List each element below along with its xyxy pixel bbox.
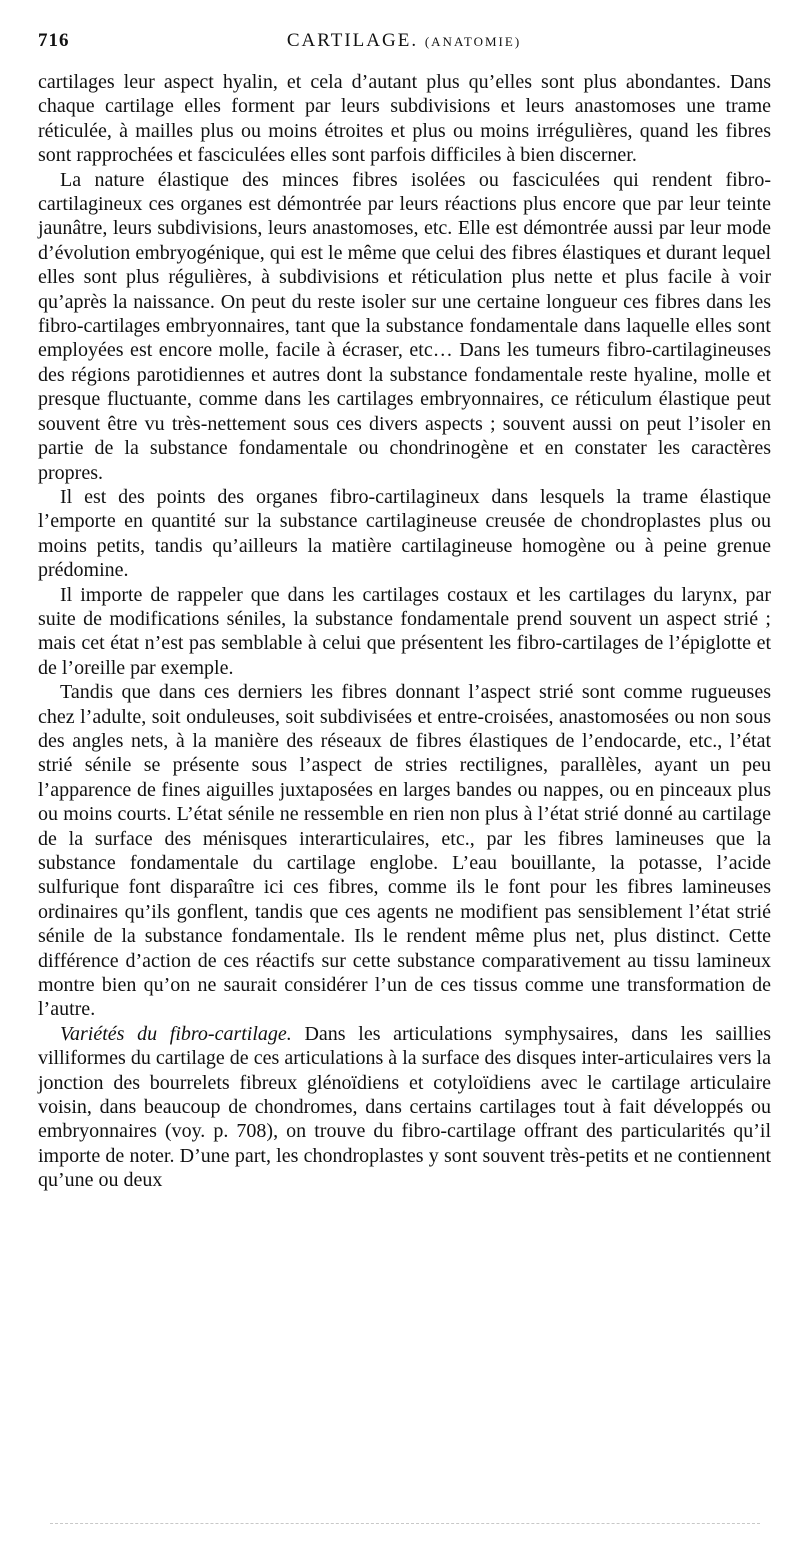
paragraph-text: La nature élastique des minces fibres isolées ou fasciculées qui rendent fibro-cartilagineux ces organes est démontrée par leurs réactions plus encore que par leur teinte jaunâtre, leurs subdivisions, leurs anastomoses, etc. Elle est démontrée aussi par leur mode d’évolution embryogénique, qui est le même que celui des fibres élastiques et durant lequel elles sont plus régulières, à subdivisions et réticulation plus nette et plus facile à voir qu’après la naissance. On peut du reste isoler sur une certaine longueur ces fibres dans les fibro-cartilages embryonnaires, tant que la substance fondamentale dans laquelle elles sont employées est encore molle, facile à écraser, etc… Dans les tumeurs fibro-cartilagineuses des régions parotidiennes et autres dont la substance fondamentale reste hyaline, molle et presque fluctuante, comme dans les cartilages embryonnaires, ce réticulum élastique peut souvent être vu très-nettement sous ces divers aspects ; souvent aussi on peut l’isoler en partie de la substance fondamentale ou chondrinogène et en constater les caractères propres. xyxy=(38,168,771,484)
running-title-subtitle: (ANATOMIE) xyxy=(424,34,522,49)
paragraph-text: Il est des points des organes fibro-cartilagineux dans lesquels la trame élastique l’emporte en quantité sur la substance cartilagineuse creusée de chondroplastes plus ou moins petits, tandis qu’ailleurs la matière cartilagineuse homogène ou à peine grenue prédomine. xyxy=(38,485,771,582)
running-title-main: CARTILAGE. xyxy=(286,30,419,51)
running-title xyxy=(38,30,770,52)
paragraph xyxy=(38,1022,771,1193)
paragraph xyxy=(38,583,771,681)
paragraph xyxy=(38,70,771,168)
running-header xyxy=(38,30,770,56)
paragraph-text: cartilages leur aspect hyalin, et cela d’autant plus qu’elles sont plus abondantes. Dans chaque cartilage elles forment par leurs subdivisions et leurs anastomoses une trame réticulée, à mailles plus ou moins étroites et plus ou moins irrégulières, quand les fibres sont rapprochées et fasciculées elles sont parfois difficiles à bien discerner. xyxy=(38,71,771,167)
section-heading: Variétés du fibro-cartilage. xyxy=(60,1022,292,1045)
body-text xyxy=(38,70,771,1193)
page-number: 716 xyxy=(38,30,70,51)
paragraph xyxy=(38,485,771,583)
footer-rule xyxy=(50,1523,760,1524)
paragraph-text: Il importe de rappeler que dans les cartilages costaux et les cartilages du larynx, par suite de modifications séniles, la substance fondamentale prend souvent un aspect strié ; mais cet état n’est pas semblable à celui que présentent les fibro-cartilages de l’épiglotte et de l’oreille par exemple. xyxy=(38,583,771,679)
paragraph-text: Dans les articulations symphysaires, dans les saillies villiformes du cartilage de ces articulations à la surface des disques inter-articulaires vers la jonction des bourrelets fibreux glénoïdiens et cotyloïdiens avec le cartilage articulaire voisin, dans beaucoup de chondromes, dans certains cartilages tout à fait développés ou embryonnaires (voy. p. 708), on trouve du fibro-cartilage offrant des particularités qu’il importe de noter. D’une part, les chondroplastes y sont souvent très-petits et ne contiennent qu’une ou deux xyxy=(38,1022,771,1192)
paragraph xyxy=(38,680,771,1022)
paragraph-text: Tandis que dans ces derniers les fibres donnant l’aspect strié sont comme rugueuses chez l’adulte, soit onduleuses, soit subdivisées et entre-croisées, anastomosées ou non sous des angles nets, à la manière des réseaux de fibres élastiques de l’endocarde, etc., l’état strié sénile se présente sous l’aspect de stries rectilignes, parallèles, ayant un peu l’apparence de fines aiguilles juxtaposées en larges bandes ou nappes, ou en pinceaux plus ou moins courts. L’état sénile ne ressemble en rien non plus à l’état strié donné au cartilage de la surface des ménisques interarticulaires, etc., par les fibres lamineuses que la substance fondamentale du cartilage englobe. L’eau bouillante, la potasse, l’acide sulfurique font disparaître ici ces fibres, comme ils le font pour les fibres lamineuses ordinaires qu’ils gonflent, tandis que ces agents ne modifient pas sensiblement l’état strié sénile de la substance fondamentale. Ils le rendent même plus net, plus distinct. Cette différence d’action de ces réactifs sur cette substance comparativement au tissu lamineux montre bien qu’on ne saurait considérer l’un de ces tissus comme une transformation de l’autre. xyxy=(38,681,771,1021)
paragraph xyxy=(38,168,771,485)
